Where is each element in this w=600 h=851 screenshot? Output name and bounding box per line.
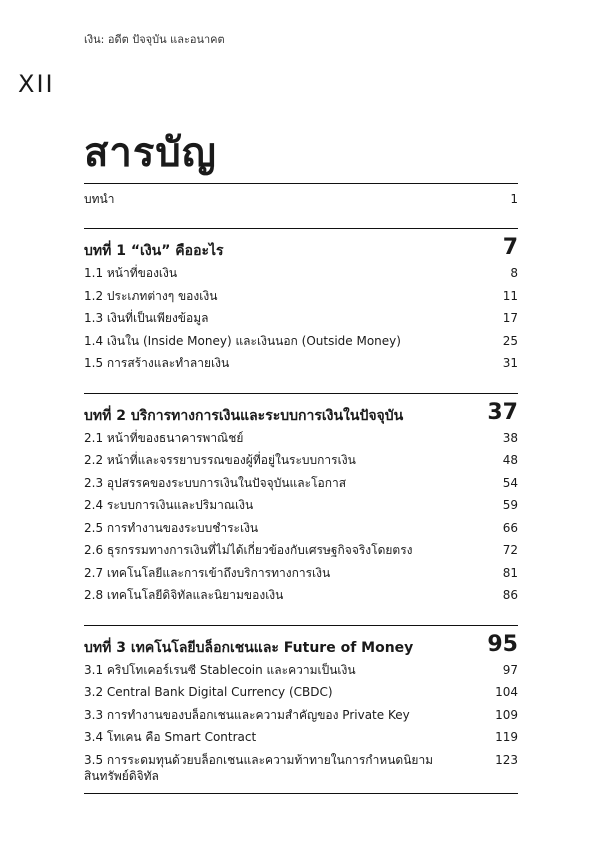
page-title: สารบัญ	[84, 130, 217, 176]
toc-entry-page: 59	[502, 498, 518, 512]
toc-entry[interactable]	[84, 704, 518, 727]
toc-entry[interactable]	[84, 494, 518, 517]
toc-entry-label: 3.5 การระดมทุนด้วยบล็อกเชนและความท้าทายในการกำหนดนิยามสินทรัพย์ดิจิทัล	[84, 752, 434, 783]
toc-entry[interactable]	[84, 749, 518, 787]
toc-entry-label: 3.3 การทำงานของบล็อกเชนและความสำคัญของ Private Key	[84, 707, 410, 722]
toc-entry[interactable]	[84, 262, 518, 285]
toc-entry[interactable]	[84, 726, 518, 749]
chapter-page-number: 95	[487, 631, 518, 657]
toc-entry-page: 8	[510, 266, 518, 280]
table-of-contents	[84, 183, 518, 794]
toc-entry[interactable]	[84, 449, 518, 472]
toc-entry[interactable]	[84, 352, 518, 375]
toc-entry-page: 119	[495, 730, 518, 744]
toc-entry[interactable]	[84, 539, 518, 562]
toc-entry[interactable]	[84, 659, 518, 682]
section-spacer	[84, 375, 518, 393]
toc-entry-label: 3.1 คริปโทเคอร์เรนซี Stablecoin และความเป็นเงิน	[84, 662, 356, 677]
toc-entry-label: 2.8 เทคโนโลยีดิจิทัลและนิยามของเงิน	[84, 588, 284, 602]
chapter-heading-row[interactable]	[84, 233, 518, 260]
toc-entry[interactable]	[84, 562, 518, 585]
toc-entry-page: 104	[495, 685, 518, 699]
toc-intro-row[interactable]	[84, 184, 518, 228]
toc-entry-page: 109	[495, 707, 518, 722]
toc-entry-page: 123	[495, 752, 518, 767]
toc-entry-label: 2.2 หน้าที่และจรรยาบรรณของผู้ที่อยู่ในระบบการเงิน	[84, 453, 356, 467]
page-number: XII	[18, 70, 55, 98]
chapter-title: บทที่ 3 เทคโนโลยีบล็อกเชนและ Future of Money	[84, 639, 414, 656]
chapter-page-number: 37	[487, 399, 518, 425]
toc-entry-label: 2.1 หน้าที่ของธนาคารพาณิชย์	[84, 430, 244, 445]
chapter-page-number: 7	[502, 235, 518, 260]
toc-entry-label: 2.6 ธุรกรรมทางการเงินที่ไม่ได้เกี่ยวข้องกับเศรษฐกิจจริงโดยตรง	[84, 543, 413, 557]
toc-entry-label: 2.7 เทคโนโลยีและการเข้าถึงบริการทางการเงิน	[84, 565, 331, 580]
toc-entry-page: 38	[502, 430, 518, 445]
chapter-section	[84, 625, 518, 794]
toc-entry-label: 2.4 ระบบการเงินและปริมาณเงิน	[84, 498, 254, 512]
toc-entry[interactable]	[84, 472, 518, 495]
chapter-section	[84, 228, 518, 393]
chapter-list	[84, 228, 518, 794]
toc-entry[interactable]	[84, 285, 518, 308]
toc-entry[interactable]	[84, 427, 518, 450]
toc-entry-page: 54	[502, 475, 518, 490]
toc-entry-label: 3.2 Central Bank Digital Currency (CBDC)	[84, 685, 333, 699]
toc-entry-label: 2.5 การทำงานของระบบชำระเงิน	[84, 520, 259, 535]
chapter-heading-row[interactable]	[84, 630, 518, 657]
toc-entry[interactable]	[84, 517, 518, 540]
toc-entry-label: 1.1 หน้าที่ของเงิน	[84, 266, 178, 280]
toc-entry-page: 25	[502, 333, 518, 348]
toc-entry-page: 48	[502, 453, 518, 467]
toc-entry[interactable]	[84, 681, 518, 704]
toc-entry-label: 1.3 เงินที่เป็นเพียงข้อมูล	[84, 311, 209, 325]
section-spacer	[84, 607, 518, 625]
toc-entry[interactable]	[84, 584, 518, 607]
chapter-title: บทที่ 2 บริการทางการเงินและระบบการเงินในปัจจุบัน	[84, 407, 404, 424]
chapter-title: บทที่ 1 “เงิน” คืออะไร	[84, 243, 224, 259]
chapter-section	[84, 393, 518, 625]
running-header: เงิน: อดีต ปัจจุบัน และอนาคต	[84, 33, 225, 46]
toc-entry-page: 86	[502, 588, 518, 602]
toc-entry-page: 72	[502, 543, 518, 557]
toc-entry-label: 1.2 ประเภทต่างๆ ของเงิน	[84, 288, 218, 303]
toc-entry-label: 2.3 อุปสรรคของระบบการเงินในปัจจุบันและโอกาส	[84, 475, 347, 490]
toc-entry[interactable]	[84, 307, 518, 330]
toc-entry-page: 17	[502, 311, 518, 325]
toc-intro-page: 1	[510, 192, 518, 206]
toc-entry-page: 81	[502, 565, 518, 580]
toc-intro-label: บทนำ	[84, 192, 115, 206]
toc-entry-label: 1.5 การสร้างและทำลายเงิน	[84, 356, 230, 370]
toc-entry-page: 31	[502, 356, 518, 370]
toc-entry-page: 11	[502, 288, 518, 303]
toc-entry[interactable]	[84, 330, 518, 353]
toc-entry-label: 3.4 โทเคน คือ Smart Contract	[84, 730, 257, 744]
chapter-heading-row[interactable]	[84, 398, 518, 425]
toc-entry-page: 97	[502, 662, 518, 677]
toc-entry-label: 1.4 เงินใน (Inside Money) และเงินนอก (Outside Money)	[84, 333, 401, 348]
toc-entry-page: 66	[502, 520, 518, 535]
